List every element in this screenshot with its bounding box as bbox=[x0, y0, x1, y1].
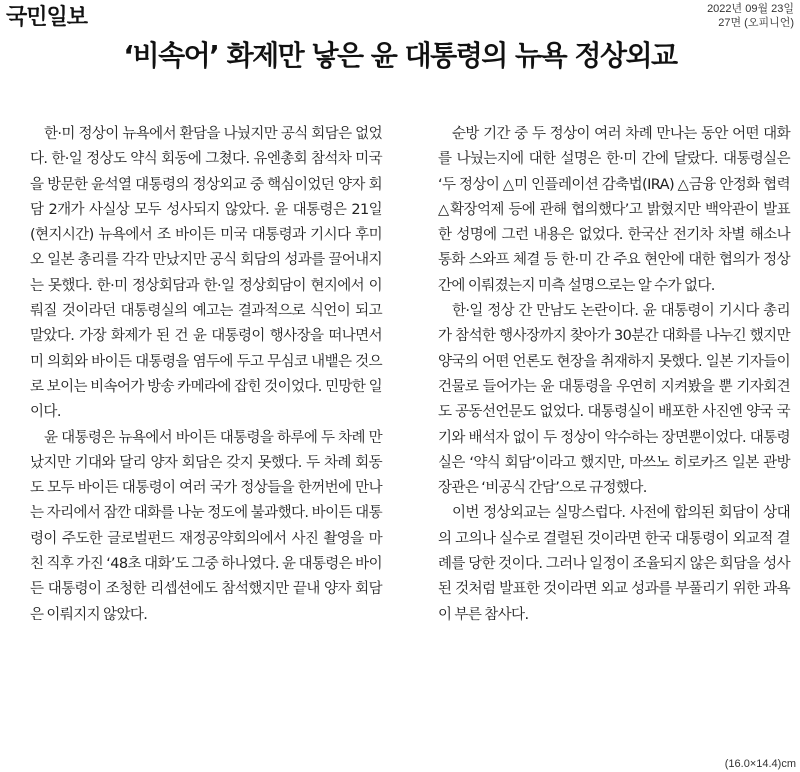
article-body bbox=[30, 122, 790, 628]
article-size-note: (16.0×14.4)cm bbox=[724, 758, 796, 770]
paragraph: 순방 기간 중 두 정상이 여러 차례 만나는 동안 어떤 대화를 나눴는지에 대한 설명은 한·미 간에 달랐다. 대통령실은 ‘두 정상이 △미 인플레이션 감축법(IRA) △금융 안정화 협력 △확장억제 등에 관해 협의했다’고 밝혔지만 백악관이 발표한 성명에 그런 내용은 없었다. 한국산 전기차 차별 해소나 통화 스와프 체결 등 한·미 간 주요 현안에 대한 협의가 정상 간에 이뤄졌는지 미측 설명으로는 알 수가 없다. bbox=[438, 126, 790, 294]
publication-date: 2022년 09월 23일 bbox=[707, 3, 794, 15]
paragraph: 한·일 정상 간 만남도 논란이다. 윤 대통령이 기시다 총리가 참석한 행사장까지 찾아가 30분간 대화를 나누긴 했지만 양국의 어떤 언론도 현장을 취재하지 못했다. 일본 기자들이 건물로 들어가는 윤 대통령을 우연히 지켜봤을 뿐 기자회견도 공동선언문도 없었다. 대통령실이 배포한 사진엔 양국 국기와 배석자 없이 두 정상이 악수하는 장면뿐이었다. 대통령실은 ‘약식 회담’이라고 했지만, 마쓰노 히로카즈 일본 관방장관은 ‘비공식 간담’으로 규정했다. bbox=[438, 303, 790, 497]
article-column-right bbox=[438, 122, 790, 628]
publication-meta bbox=[707, 2, 794, 30]
newspaper-masthead: 국민일보 bbox=[6, 5, 88, 30]
article-headline: ‘비속어’ 화제만 낳은 윤 대통령의 뉴욕 정상외교 bbox=[123, 39, 677, 72]
paragraph: 윤 대통령은 뉴욕에서 바이든 대통령을 하루에 두 차례 만났지만 기대와 달리 양자 회담은 갖지 못했다. 두 차례 회동도 모두 바이든 대통령이 여러 국가 정상들을 한꺼번에 만나는 자리에서 잠깐 대화를 나눈 정도에 불과했다. 바이든 대통령이 주도한 글로벌펀드 재정공약회의에서 사진 촬영을 마친 직후 가진 ‘48초 대화’도 그중 하나였다. 윤 대통령은 바이든 대통령이 조청한 리셉션에도 참석했지만 끝내 양자 회담은 이뤄지지 않았다. bbox=[30, 429, 382, 623]
paragraph: 이번 정상외교는 실망스럽다. 사전에 합의된 회담이 상대의 고의나 실수로 결렬된 것이라면 한국 대통령이 외교적 결례를 당한 것이다. 그러나 일정이 조율되지 않은 회담을 성사된 것처럼 발표한 것이라면 외교 성과를 부풀리기 위한 과욕이 부른 참사다. bbox=[438, 505, 790, 623]
article-column-left bbox=[30, 122, 382, 628]
page-section: 27면 (오피니언) bbox=[718, 17, 794, 29]
paragraph: 한·미 정상이 뉴욕에서 환담을 나눴지만 공식 회담은 없었다. 한·일 정상도 약식 회동에 그쳤다. 유엔총회 참석차 미국을 방문한 윤석열 대통령의 정상외교 중 핵심이었던 양자 회담 2개가 사실상 모두 성사되지 않았다. 윤 대통령은 21일(현지시간) 뉴욕에서 조 바이든 미국 대통령과 기시다 후미오 일본 총리를 각각 만났지만 공식 회담의 성과를 끌어내지는 못했다. 한·미 정상회담과 한·일 정상회담이 현지에서 이뤄질 것이라던 대통령실의 예고는 결과적으로 식언이 되고 말았다. 가장 화제가 된 건 윤 대통령이 행사장을 떠나면서 미 의회와 바이든 대통령을 염두에 두고 무심코 내뱉은 것으로 보이는 비속어가 방송 카메라에 잡힌 것이었다. 민망한 일이다. bbox=[30, 126, 382, 421]
